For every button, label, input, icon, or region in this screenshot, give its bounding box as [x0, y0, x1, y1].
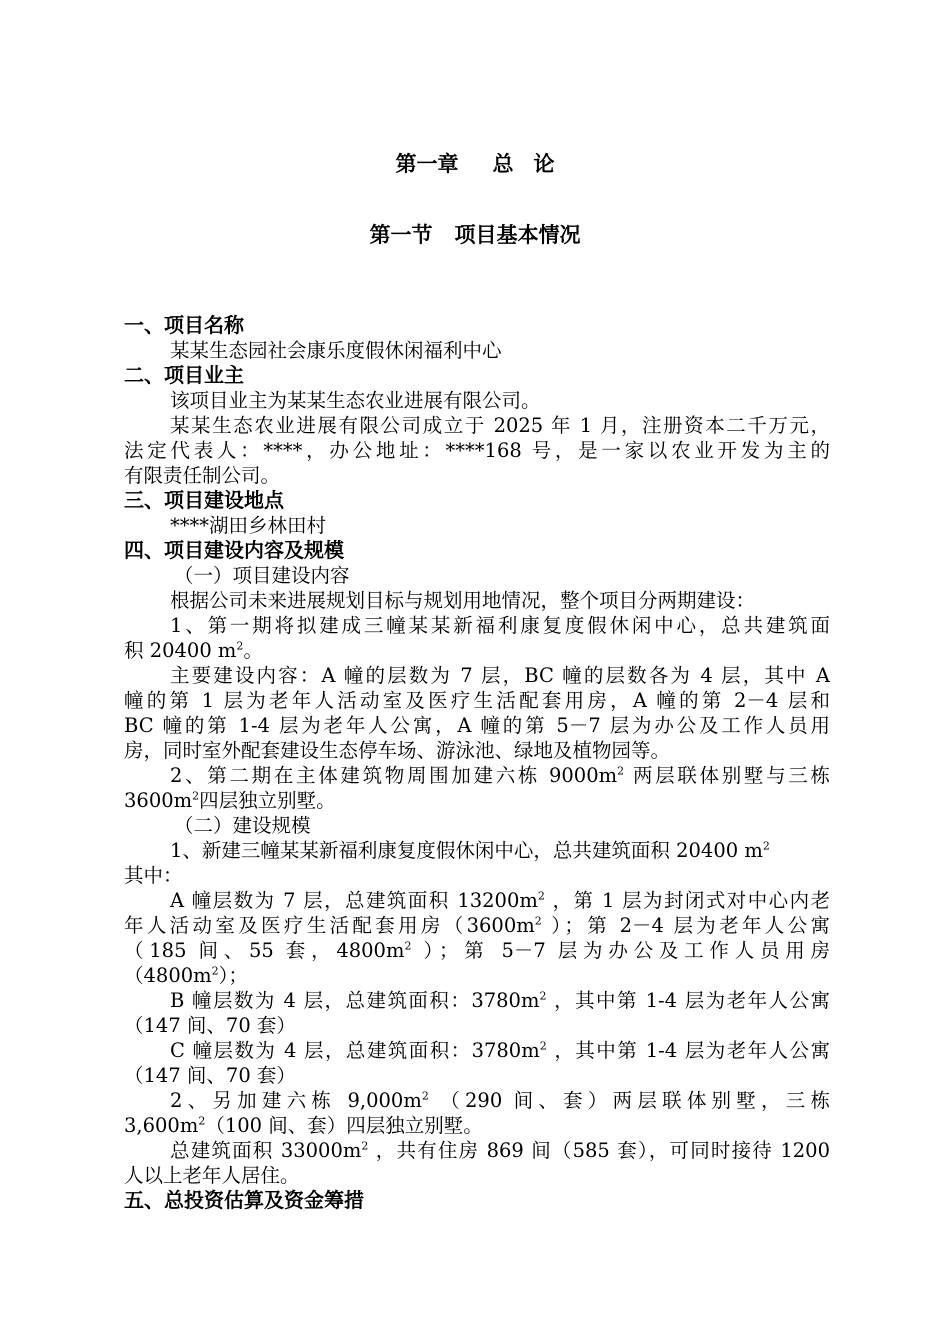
text-segment — [170, 1139, 368, 1162]
text-segment: 1、新建三幢某某新福利康复度假休闲中心，总共建筑面积 20400 m — [170, 839, 763, 862]
heading-project-name: 一、项目名称 — [124, 313, 244, 337]
paragraph-line: ****湖田乡林田村 — [170, 514, 327, 537]
superscript: 2 — [211, 964, 219, 978]
paragraph-line: 根据公司未来进展规划目标与规划用地情况，整个项目分两期建设： — [170, 589, 756, 612]
paragraph-line: 某某生态园社会康乐度假休闲福利中心 — [170, 339, 502, 362]
paragraph-line: 1、第一期将拟建成三幢某某新福利康复度假休闲中心，总共建筑面 — [170, 614, 830, 637]
subheading-line: （二）建设规模 — [174, 814, 311, 837]
text-segment — [124, 939, 411, 962]
heading-construction-scope: 四、项目建设内容及规模 — [124, 538, 344, 562]
text-run: 总建筑面积 33000m — [170, 1139, 362, 1162]
superscript: 2 — [421, 1089, 429, 1103]
paragraph-line — [124, 838, 830, 863]
text-segment — [124, 914, 542, 937]
paragraph-line — [124, 763, 830, 788]
text-segment — [170, 1089, 429, 1112]
paragraph-line: （147 间、70 套） — [124, 1064, 296, 1087]
paragraph-line — [124, 988, 830, 1013]
text-segment: 。 — [243, 639, 263, 662]
paragraph-line: 某某生态农业进展有限公司成立于 2025 年 1 月，注册资本二千万元， — [170, 414, 830, 437]
text-segment — [170, 989, 546, 1012]
paragraph-line — [124, 1113, 830, 1138]
text-segment: ，共有住房 869 间（585 套），可同时接待 1200 — [375, 1139, 830, 1162]
paragraph-line — [124, 1088, 830, 1113]
text-segment — [170, 889, 545, 912]
superscript: 2 — [762, 839, 770, 853]
paragraph-line — [124, 888, 830, 913]
text-segment — [170, 764, 624, 787]
superscript: 2 — [198, 1114, 206, 1128]
paragraph-line: BC 幢的第 1-4 层为老年人公寓，A 幢的第 5－7 层为办公及工作人员用 — [124, 714, 830, 737]
paragraph-line: 其中： — [124, 864, 183, 887]
text-segment: ）；第 5－7 层为办公及工作人员用房 — [423, 939, 831, 962]
chapter-title-b: 论 — [533, 152, 555, 176]
superscript: 2 — [617, 764, 625, 778]
text-segment: 四层独立别墅。 — [199, 789, 336, 812]
paragraph-line — [124, 1138, 830, 1163]
text-segment — [170, 1039, 547, 1062]
heading-project-owner: 二、项目业主 — [124, 363, 244, 387]
superscript: 2 — [539, 989, 547, 1003]
paragraph-line — [124, 963, 830, 988]
paragraph-line — [124, 1038, 830, 1063]
paragraph-line: 有限责任制公司。 — [124, 464, 281, 487]
heading-project-location: 三、项目建设地点 — [124, 488, 284, 512]
text-segment: 3,600m — [124, 1114, 199, 1137]
section-title — [0, 219, 950, 249]
superscript: 2 — [539, 1039, 547, 1053]
paragraph-line: （147 间、70 套） — [124, 1014, 296, 1037]
text-segment: （290 间、套）两层联体别墅，三栋 — [440, 1089, 831, 1112]
text-segment: ，其中第 1-4 层为老年人公寓 — [554, 1039, 830, 1062]
text-segment: ，第 1 层为封闭式对中心内老 — [552, 889, 830, 912]
paragraph-line: 法定代表人：****，办公地址：****168 号，是一家以农业开发为主的 — [124, 439, 830, 462]
section-title-text: 项目基本情况 — [454, 223, 581, 247]
paragraph-line: 主要建设内容：A 幢的层数为 7 层，BC 幢的层数各为 4 层，其中 A — [170, 664, 830, 687]
text-segment: 两层联体别墅与三栋 — [632, 764, 830, 787]
text-run: 2、第二期在主体建筑物周围加建六栋 9000m — [170, 764, 618, 787]
document-body — [124, 313, 830, 1213]
superscript: 2 — [192, 789, 200, 803]
paragraph-line — [124, 913, 830, 938]
text-run: A 幢层数为 7 层，总建筑面积 13200m — [170, 889, 538, 912]
text-segment: （4800m — [124, 964, 212, 987]
text-run: 年人活动室及医疗生活配套用房（3600m — [124, 914, 535, 937]
text-segment: ，其中第 1-4 层为老年人公寓 — [554, 989, 830, 1012]
chapter-label: 第一章 — [395, 152, 459, 176]
text-segment: ）； — [218, 964, 248, 987]
paragraph-line: 该项目业主为某某生态农业进展有限公司。 — [170, 389, 541, 412]
chapter-title — [0, 148, 950, 178]
paragraph-line: 幢的第 1 层为老年人活动室及医疗生活配套用房，A 幢的第 2－4 层和 — [124, 689, 830, 712]
text-segment: 积 20400 m — [124, 639, 237, 662]
heading-investment: 五、总投资估算及资金筹措 — [124, 1188, 364, 1212]
text-run: B 幢层数为 4 层，总建筑面积：3780m — [170, 989, 540, 1012]
text-run: C 幢层数为 4 层，总建筑面积：3780m — [170, 1039, 540, 1062]
paragraph-line: 房，同时室外配套建设生态停车场、游泳池、绿地及植物园等。 — [124, 739, 671, 762]
paragraph-line — [124, 788, 830, 813]
chapter-title-a: 总 — [492, 152, 514, 176]
text-run: （185 间、55 套，4800m — [124, 939, 405, 962]
superscript: 2 — [361, 1139, 369, 1153]
superscript: 2 — [404, 939, 412, 953]
paragraph-line — [124, 638, 830, 663]
superscript: 2 — [537, 889, 545, 903]
text-segment: ）；第 2－4 层为老年人公寓 — [551, 914, 830, 937]
subheading-line: （一）项目建设内容 — [174, 564, 350, 587]
text-segment: （100 间、套）四层独立别墅。 — [205, 1114, 483, 1137]
superscript: 2 — [534, 914, 542, 928]
superscript: 2 — [236, 639, 244, 653]
text-run: 2、另加建六栋 9,000m — [170, 1089, 422, 1112]
paragraph-line: 人以上老年人居住。 — [124, 1164, 300, 1187]
section-label: 第一节 — [369, 223, 433, 247]
paragraph-line — [124, 938, 830, 963]
text-segment: 3600m — [124, 789, 193, 812]
